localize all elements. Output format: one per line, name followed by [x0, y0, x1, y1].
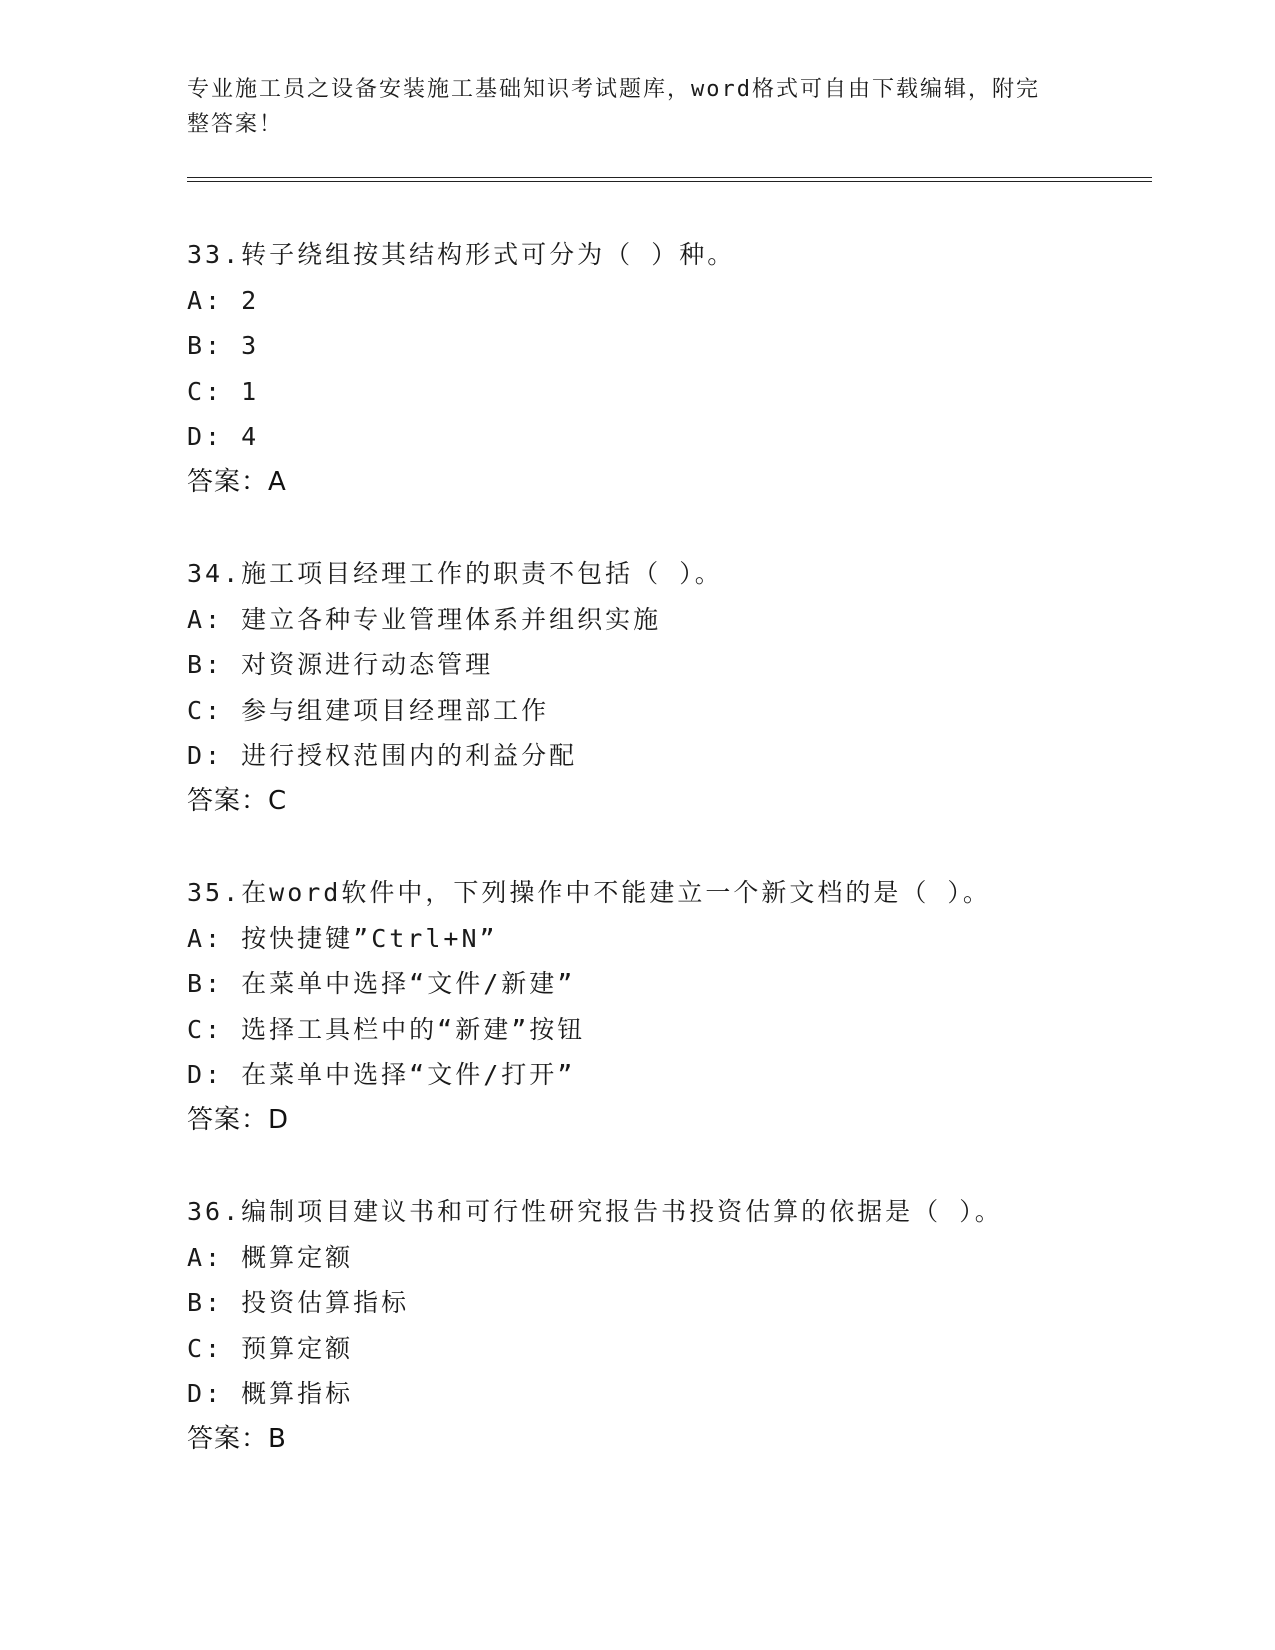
- option-b: B: 对资源进行动态管理: [187, 650, 494, 679]
- option-b: B: 3: [187, 331, 260, 360]
- header-line-1: 专业施工员之设备安装施工基础知识考试题库，word格式可自由下载编辑，附完: [187, 77, 1040, 102]
- question-34: [187, 551, 1152, 870]
- option-a: A: 按快捷键”Ctrl+N”: [187, 923, 498, 953]
- option-b: B: 在菜单中选择“文件/新建”: [187, 969, 576, 998]
- option-c: C: 参与组建项目经理部工作: [187, 695, 550, 725]
- document-header: [187, 72, 1087, 142]
- answer-line: 答案：C: [187, 785, 288, 816]
- option-a: A: 建立各种专业管理体系并组织实施: [187, 604, 662, 634]
- answer-line: 答案：D: [187, 1104, 290, 1135]
- question-stem: 34.施工项目经理工作的职责不包括（ ）。: [187, 559, 723, 588]
- option-b: B: 投资估算指标: [187, 1288, 410, 1317]
- option-c: C: 1: [187, 376, 260, 406]
- question-33: [187, 232, 1152, 551]
- option-a: A: 概算定额: [187, 1242, 354, 1272]
- answer-line: 答案：B: [187, 1423, 287, 1454]
- header-double-rule: [187, 177, 1152, 182]
- option-d: D: 概算指标: [187, 1379, 354, 1408]
- option-d: D: 4: [187, 422, 260, 451]
- question-36: [187, 1189, 1152, 1508]
- option-d: D: 在菜单中选择“文件/打开”: [187, 1060, 576, 1089]
- question-list: [187, 232, 1152, 1508]
- answer-line: 答案：A: [187, 466, 287, 497]
- question-stem: 36.编制项目建议书和可行性研究报告书投资估算的依据是（ ）。: [187, 1197, 1003, 1226]
- option-d: D: 进行授权范围内的利益分配: [187, 741, 578, 770]
- question-stem: 33.转子绕组按其结构形式可分为（ ）种。: [187, 240, 736, 269]
- header-line-2: 整答案！: [187, 112, 284, 137]
- option-a: A: 2: [187, 285, 260, 315]
- option-c: C: 预算定额: [187, 1333, 354, 1363]
- question-35: [187, 870, 1152, 1189]
- option-c: C: 选择工具栏中的“新建”按钮: [187, 1014, 586, 1044]
- question-stem: 35.在word软件中，下列操作中不能建立一个新文档的是（ ）。: [187, 878, 991, 907]
